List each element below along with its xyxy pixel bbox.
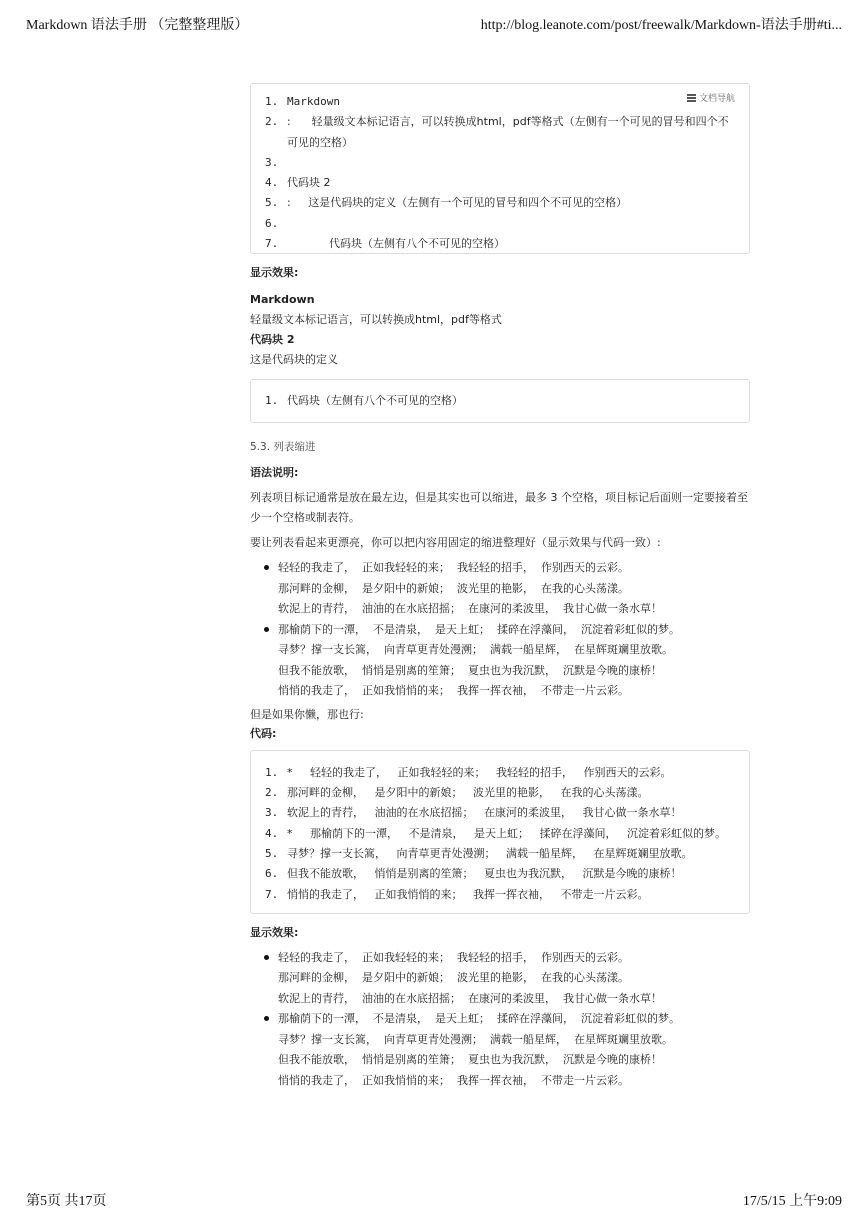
line-text [287,153,735,173]
line-text: * 那榆荫下的一潭， 不是清泉， 是天上虹； 揉碎在浮藻间， 沉淀着彩虹似的梦。 [287,826,726,840]
line-text: 那河畔的金柳， 是夕阳中的新娘； 波光里的艳影， 在我的心头荡漾。 [287,786,649,800]
page-title: Markdown 语法手册 （完整整理版） [26,18,249,33]
line-number: 6. [265,216,279,230]
poem-line: 那榆荫下的一潭， 不是清泉， 是天上虹； 揉碎在浮藻间， 沉淀着彩虹似的梦。 [278,622,680,636]
code-block-definition [250,83,750,254]
code-line [265,783,735,803]
line-text: : 轻量级文本标记语言，可以转换成html，pdf等格式（左侧有一个可见的冒号和四个不可见的空格） [287,115,729,149]
poem-line: 寻梦？撑一支长篙， 向青草更青处漫溯； 满载一船星辉， 在星辉斑斓里放歌。 [278,643,673,657]
line-number: 7. [265,887,279,901]
code-line [265,112,735,153]
line-text: Markdown [287,95,340,108]
code-line [265,885,735,905]
line-text: 代码块（左侧有八个不可见的空格） [287,237,505,251]
line-text: : 这是代码块的定义（左侧有一个可见的冒号和四个不可见的空格） [287,196,628,210]
definition-term: Markdown [250,293,315,306]
poem-line: 那河畔的金柳， 是夕阳中的新娘； 波光里的艳影， 在我的心头荡漾。 [278,971,629,985]
code-line [265,193,735,213]
bullet-icon [264,565,269,570]
poem-line: 轻轻的我走了， 正如我轻轻的来； 我轻轻的招手， 作别西天的云彩。 [278,950,629,964]
definition-term: 代码块 2 [250,333,295,346]
definition-desc: 轻量级文本标记语言，可以转换成html，pdf等格式 [250,313,502,326]
code-line [265,763,735,783]
bullet-icon [264,627,269,632]
bullet-icon [264,955,269,960]
code-line [265,391,735,411]
code-line [265,824,735,844]
line-number: 2. [265,115,279,129]
display-effect-label: 显示效果: [250,266,299,279]
line-text: 寻梦？撑一支长篙， 向青草更青处漫溯； 满载一船星辉， 在星辉斑斓里放歌。 [287,846,693,860]
line-number: 1. [265,765,279,779]
doc-nav-button[interactable] [687,91,735,104]
line-number: 4. [265,826,279,840]
line-number: 3. [265,155,279,169]
code-label: 代码: [250,726,277,740]
code-line [265,153,735,173]
definition-desc: 这是代码块的定义 [250,353,338,366]
list-item [264,1009,750,1091]
syntax-label: 语法说明: [250,466,299,480]
poem-list [250,948,750,1092]
code-block-list [250,750,750,914]
poem-line: 但我不能放歌， 悄悄是别离的笙箫； 夏虫也为我沉默， 沉默是今晚的康桥！ [278,663,662,677]
poem-line: 那河畔的金柳， 是夕阳中的新娘； 波光里的艳影， 在我的心头荡漾。 [278,581,629,595]
code-lines [265,92,735,254]
line-number: 4. [265,176,279,190]
line-number: 1. [265,95,279,108]
poem-line: 悄悄的我走了， 正如我悄悄的来； 我挥一挥衣袖， 不带走一片云彩。 [278,1073,629,1087]
tip-text: 要让列表看起来更漂亮，你可以把内容用固定的缩进整理好（显示效果与代码一致）: [250,536,661,550]
line-number: 1. [265,394,279,407]
line-text: 代码块 2 [287,176,331,190]
line-text: 但我不能放歌， 悄悄是别离的笙箫； 夏虫也为我沉默， 沉默是今晚的康桥！ [287,867,682,881]
code-lines [265,391,735,411]
line-number: 2. [265,786,279,800]
syntax-description: 列表项目标记通常是放在最左边，但是其实也可以缩进，最多 3 个空格，项目标记后面则一定要接着至少一个空格或制表符。 [250,491,748,525]
lazy-text: 但是如果你懒，那也行: [250,707,364,721]
line-number: 5. [265,196,279,210]
line-number: 5. [265,846,279,860]
poem-line: 悄悄的我走了， 正如我悄悄的来； 我挥一挥衣袖， 不带走一片云彩。 [278,684,629,698]
code-line [265,864,735,884]
doc-nav-label: 文档导航 [698,94,735,104]
line-text: * 轻轻的我走了， 正如我轻轻的来； 我轻轻的招手， 作别西天的云彩。 [287,765,672,779]
page-url[interactable]: http://blog.leanote.com/post/freewalk/Markdown-语法手册#ti... [480,18,842,33]
menu-icon [687,94,696,101]
line-number: 3. [265,806,279,820]
definition-result [250,290,750,370]
line-text: 软泥上的青荇， 油油的在水底招摇； 在康河的柔波里， 我甘心做一条水草！ [287,806,682,820]
line-number: 6. [265,867,279,881]
code-line [265,214,735,234]
poem-line: 轻轻的我走了， 正如我轻轻的来； 我轻轻的招手， 作别西天的云彩。 [278,561,629,575]
section-heading: 5.3. 列表缩进 [250,441,316,454]
print-datetime: 17/5/15 上午9:09 [742,1194,842,1209]
line-text [287,214,735,234]
code-block-indented [250,379,750,423]
line-number: 7. [265,237,279,251]
page-number: 第5页 共17页 [26,1194,107,1209]
list-item [264,620,750,702]
line-text: 悄悄的我走了， 正如我悄悄的来； 我挥一挥衣袖， 不带走一片云彩。 [287,887,649,901]
print-footer [26,1190,842,1210]
code-line [265,173,735,193]
poem-line: 但我不能放歌， 悄悄是别离的笙箫； 夏虫也为我沉默， 沉默是今晚的康桥！ [278,1053,662,1067]
poem-line: 寻梦？撑一支长篙， 向青草更青处漫溯； 满载一船星辉， 在星辉斑斓里放歌。 [278,1032,673,1046]
poem-line: 软泥上的青荇， 油油的在水底招摇； 在康河的柔波里， 我甘心做一条水草！ [278,602,662,616]
article-content [250,83,750,1091]
list-item [264,948,750,1010]
poem-line: 软泥上的青荇， 油油的在水底招摇； 在康河的柔波里， 我甘心做一条水草！ [278,991,662,1005]
poem-list [250,558,750,702]
display-effect-label: 显示效果: [250,925,299,939]
line-text: 代码块（左侧有八个不可见的空格） [287,394,463,407]
print-header [26,14,842,34]
code-line [265,92,735,112]
list-item [264,558,750,620]
code-line [265,234,735,254]
poem-line: 那榆荫下的一潭， 不是清泉， 是天上虹； 揉碎在浮藻间， 沉淀着彩虹似的梦。 [278,1012,680,1026]
code-line [265,844,735,864]
code-lines [265,763,735,905]
bullet-icon [264,1016,269,1021]
code-line [265,803,735,823]
